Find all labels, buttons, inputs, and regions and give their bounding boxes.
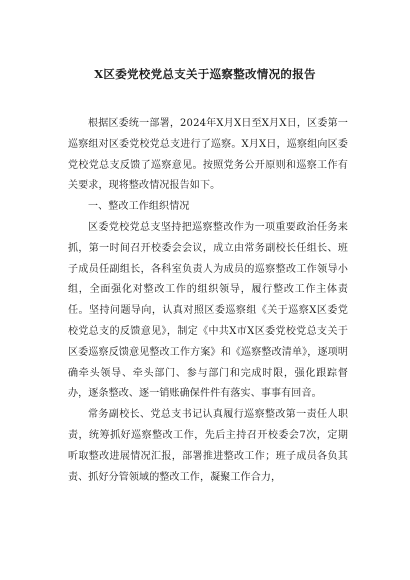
document-title: X区委党校党总支关于巡察整改情况的报告 [94, 67, 316, 81]
intro-paragraph: 根据区委统一部署，2024年X月X日至X月X日，区委第一巡察组对区委党校党总支进行了巡察。X月X日，巡察组向区委党校党总支反馈了巡察意见。按照党务公开原则和巡察工作有关要求，现将整改情况报告如下。 [68, 118, 348, 192]
section-paragraph-1: 区委党校党总支坚持把巡察整改作为一项重要政治任务来抓，第一时间召开校委会会议，成立由常务副校长任组长、班子成员任副组长，各科室负责人为成员的巡察整改工作领导小组，全面强化对整改工作的组织领导，履行整改工作主体责任。坚持问题导向，认真对照区委巡察组《关于巡察X区委党校党总支的反馈意见》，制定《中共X市X区委党校党总支关于区委巡察反馈意见整改工作方案》和《巡察整改清单》，逐项明确牵头领导、牵头部门、参与部门和完成时限，强化跟踪督办，逐条整改、逐一销账确保件件有落实、事事有回音。 [68, 221, 348, 400]
section-paragraph-2: 常务副校长、党总支书记认真履行巡察整改第一责任人职责，统筹抓好巡察整改工作，先后主持召开校委会7次，定期听取整改进展情况汇报，部署推进整改工作；班子成员各负其责、抓好分管领域的整改工作，凝聚工作合力， [68, 409, 348, 483]
section-heading-organization: 一、整改工作组织情况 [88, 201, 190, 213]
document-body [68, 114, 348, 488]
